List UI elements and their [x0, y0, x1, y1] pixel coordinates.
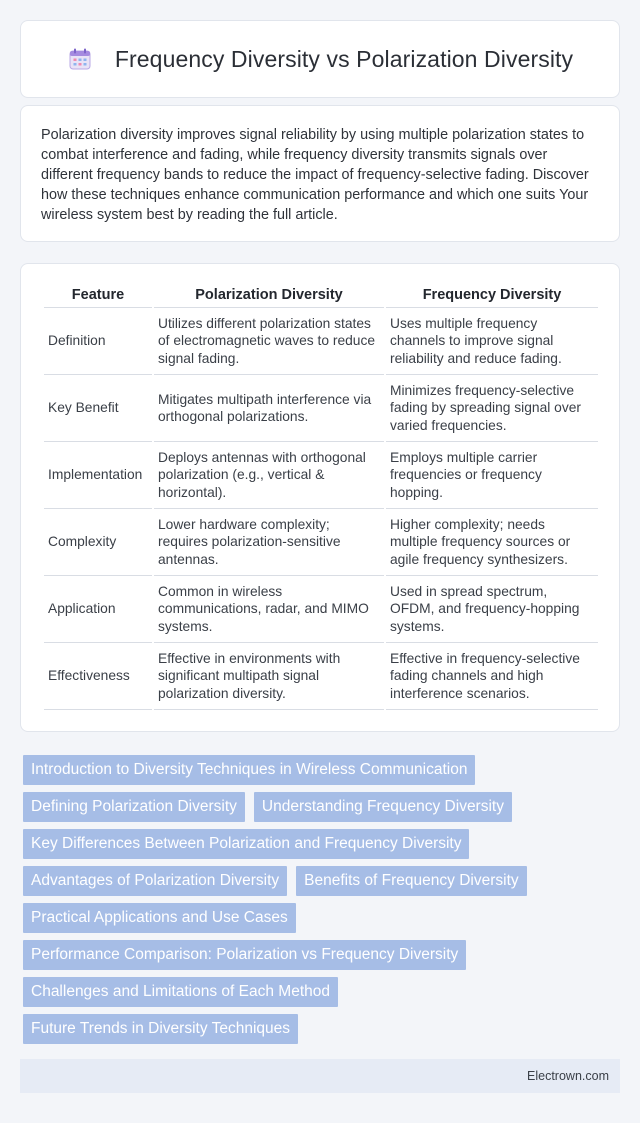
link-practical-applications[interactable]: Practical Applications and Use Cases — [23, 903, 296, 933]
link-advantages-polarization[interactable]: Advantages of Polarization Diversity — [23, 866, 287, 896]
polarization-cell: Mitigates multipath interference via orthogonal polarizations. — [154, 375, 384, 442]
footer-brand[interactable]: Electrown.com — [527, 1069, 609, 1083]
intro-text: Polarization diversity improves signal reliability by using multiple polarization states to combat interference and fading, while frequency diversity transmits signals over different frequency bands to reduce the impact of frequency-selective fading. Discover how these techniques enhance communication performance and which one suits Your wireless system best by reading the full article. — [41, 127, 589, 223]
link-benefits-frequency[interactable]: Benefits of Frequency Diversity — [296, 866, 527, 896]
table-header-row — [44, 282, 598, 308]
polarization-cell: Deploys antennas with orthogonal polarization (e.g., vertical & horizontal). — [154, 442, 384, 509]
header-feature: Feature — [44, 282, 152, 308]
frequency-cell: Effective in frequency-selective fading channels and high interference scenarios. — [386, 643, 598, 710]
intro-card — [20, 105, 620, 242]
page-title: Frequency Diversity vs Polarization Diversity — [114, 45, 574, 72]
header-frequency: Frequency Diversity — [386, 282, 598, 308]
calendar-icon — [67, 46, 93, 72]
frequency-cell: Minimizes frequency-selective fading by spreading signal over varied frequencies. — [386, 375, 598, 442]
title-wrap — [67, 46, 573, 73]
feature-cell: Application — [44, 576, 152, 643]
frequency-cell: Used in spread spectrum, OFDM, and frequency-hopping systems. — [386, 576, 598, 643]
polarization-cell: Lower hardware complexity; requires polarization-sensitive antennas. — [154, 509, 384, 576]
polarization-cell: Common in wireless communications, radar, and MIMO systems. — [154, 576, 384, 643]
link-row — [20, 977, 620, 1007]
link-row — [20, 940, 620, 970]
frequency-cell: Employs multiple carrier frequencies or frequency hopping. — [386, 442, 598, 509]
frequency-cell: Higher complexity; needs multiple frequency sources or agile frequency synthesizers. — [386, 509, 598, 576]
feature-cell: Effectiveness — [44, 643, 152, 710]
table-row — [44, 509, 598, 576]
link-row — [20, 829, 620, 859]
table-row — [44, 375, 598, 442]
link-row — [20, 866, 620, 896]
table-row — [44, 442, 598, 509]
frequency-cell: Uses multiple frequency channels to improve signal reliability and reduce fading. — [386, 308, 598, 375]
comparison-table-card — [20, 263, 620, 732]
header-polarization: Polarization Diversity — [154, 282, 384, 308]
feature-cell: Implementation — [44, 442, 152, 509]
link-performance-comparison[interactable]: Performance Comparison: Polarization vs Frequency Diversity — [23, 940, 466, 970]
table-row — [44, 576, 598, 643]
feature-cell: Complexity — [44, 509, 152, 576]
comparison-table — [42, 282, 600, 710]
link-intro-diversity[interactable]: Introduction to Diversity Techniques in Wireless Communication — [23, 755, 475, 785]
feature-cell: Key Benefit — [44, 375, 152, 442]
topic-links — [20, 755, 620, 1051]
link-challenges[interactable]: Challenges and Limitations of Each Method — [23, 977, 338, 1007]
footer — [20, 1059, 620, 1093]
link-future-trends[interactable]: Future Trends in Diversity Techniques — [23, 1014, 298, 1044]
link-row — [20, 792, 620, 822]
table-row — [44, 643, 598, 710]
header-card — [20, 20, 620, 98]
link-row — [20, 903, 620, 933]
link-key-differences[interactable]: Key Differences Between Polarization and Frequency Diversity — [23, 829, 469, 859]
link-row — [20, 755, 620, 785]
link-understanding-frequency[interactable]: Understanding Frequency Diversity — [254, 792, 512, 822]
link-defining-polarization[interactable]: Defining Polarization Diversity — [23, 792, 245, 822]
table-row — [44, 308, 598, 375]
feature-cell: Definition — [44, 308, 152, 375]
polarization-cell: Effective in environments with significant multipath signal polarization diversity. — [154, 643, 384, 710]
polarization-cell: Utilizes different polarization states of electromagnetic waves to reduce signal fading. — [154, 308, 384, 375]
link-row — [20, 1014, 620, 1044]
